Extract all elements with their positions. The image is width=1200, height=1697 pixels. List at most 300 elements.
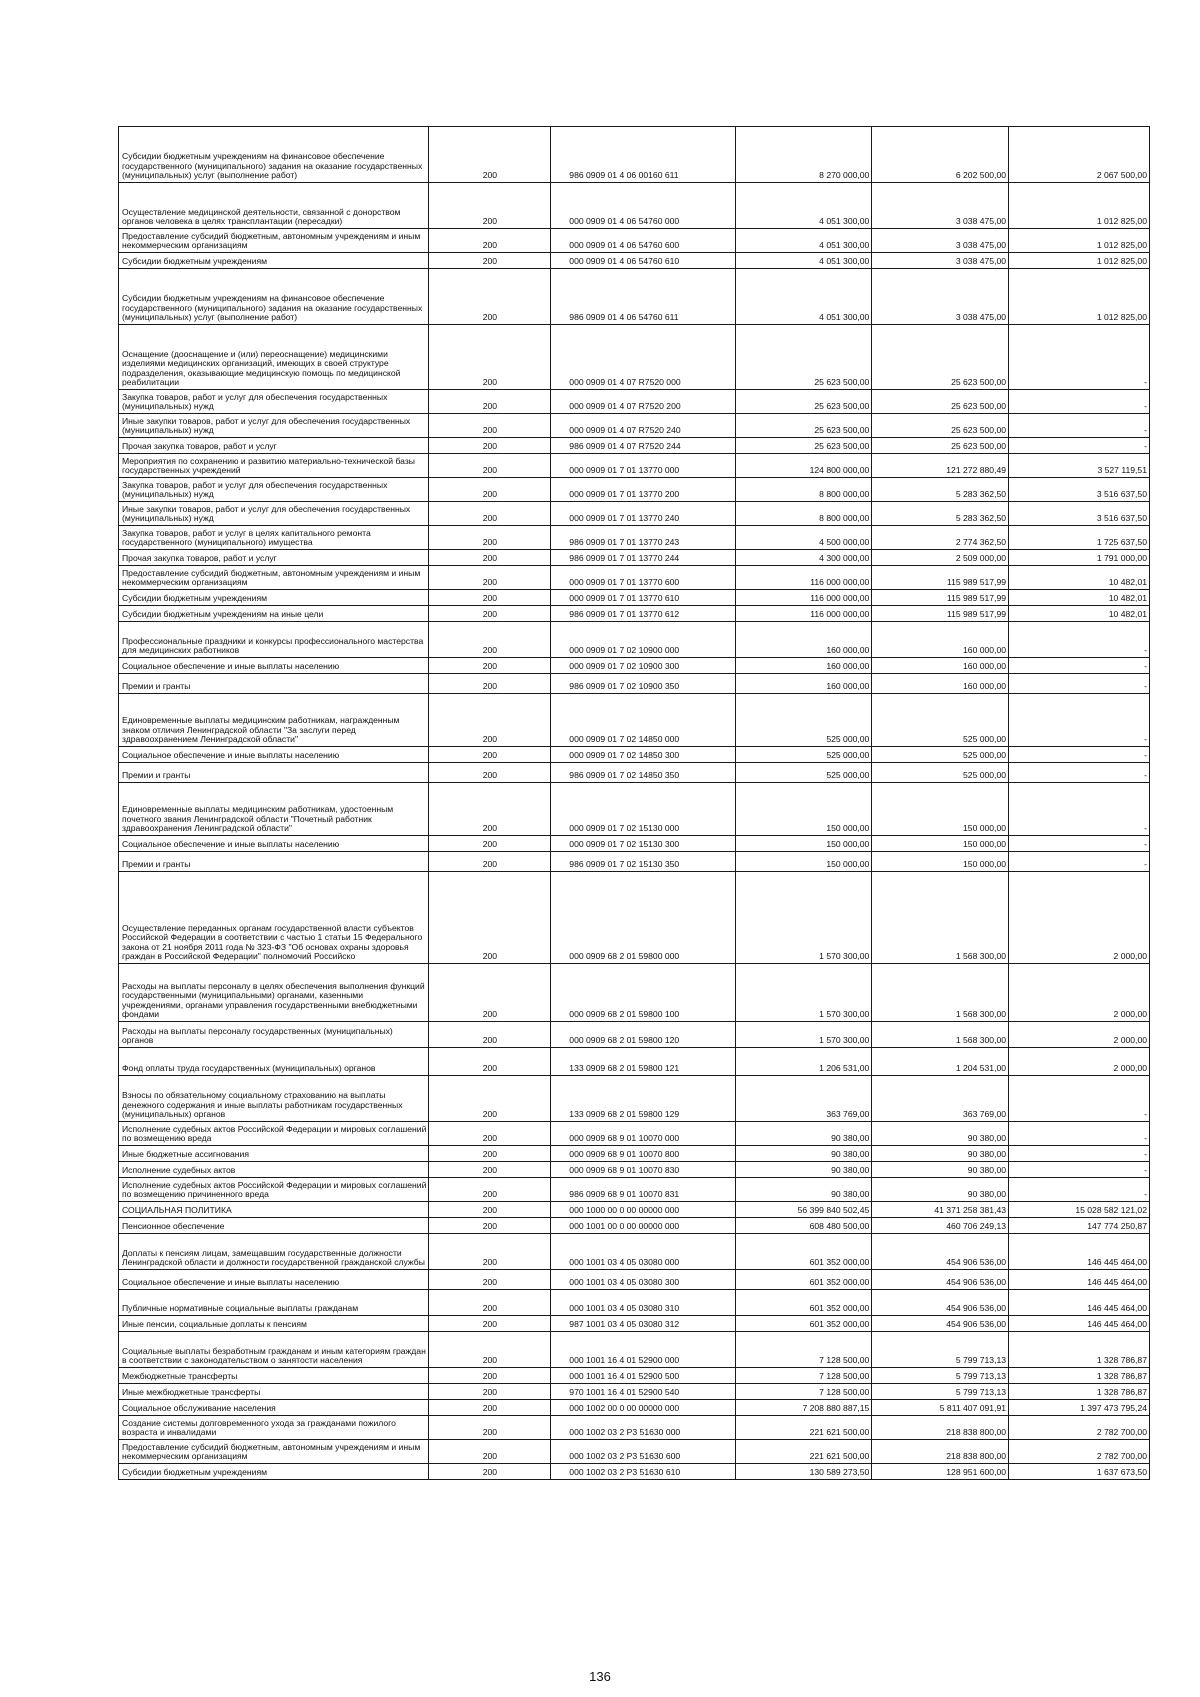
row-executed: 121 272 880,49 — [872, 454, 1009, 478]
row-classification-code: 000 0909 01 7 01 13770 200 — [551, 478, 735, 502]
row-name: Премии и гранты — [119, 852, 429, 872]
row-unexecuted: - — [1009, 763, 1150, 783]
row-approved: 25 623 500,00 — [735, 390, 872, 414]
row-approved: 4 051 300,00 — [735, 269, 872, 325]
row-executed: 525 000,00 — [872, 747, 1009, 763]
row-name: Закупка товаров, работ и услуг для обеспечения государственных (муниципальных) нужд — [119, 390, 429, 414]
row-name: Фонд оплаты труда государственных (муниципальных) органов — [119, 1048, 429, 1076]
row-executed: 90 380,00 — [872, 1146, 1009, 1162]
row-unexecuted: - — [1009, 1076, 1150, 1122]
row-executed: 150 000,00 — [872, 783, 1009, 836]
row-line-code: 200 — [429, 852, 551, 872]
table-row — [119, 478, 1150, 502]
row-classification-code: 986 0909 01 4 06 54760 611 — [551, 269, 735, 325]
row-approved: 160 000,00 — [735, 674, 872, 694]
row-approved: 4 300 000,00 — [735, 550, 872, 566]
row-executed: 3 038 475,00 — [872, 269, 1009, 325]
row-name: Социальное обеспечение и иные выплаты населению — [119, 1270, 429, 1290]
row-executed: 3 038 475,00 — [872, 229, 1009, 253]
row-classification-code: 000 1001 00 0 00 00000 000 — [551, 1218, 735, 1234]
row-classification-code: 000 0909 01 4 07 R7520 000 — [551, 325, 735, 390]
row-approved: 525 000,00 — [735, 763, 872, 783]
row-approved: 130 589 273,50 — [735, 1464, 872, 1480]
row-approved: 7 208 880 887,15 — [735, 1400, 872, 1416]
row-unexecuted: 146 445 464,00 — [1009, 1316, 1150, 1332]
row-name: Социальное обеспечение и иные выплаты населению — [119, 836, 429, 852]
row-unexecuted: 15 028 582 121,02 — [1009, 1202, 1150, 1218]
row-executed: 3 038 475,00 — [872, 253, 1009, 269]
row-name: Осуществление медицинской деятельности, связанной с донорством органов человека в целях трансплантации (пересадки) — [119, 183, 429, 229]
row-line-code: 200 — [429, 1316, 551, 1332]
row-name: Пенсионное обеспечение — [119, 1218, 429, 1234]
row-classification-code: 000 0909 68 9 01 10070 000 — [551, 1122, 735, 1146]
table-row — [119, 325, 1150, 390]
row-classification-code: 000 0909 01 7 02 15130 000 — [551, 783, 735, 836]
row-line-code: 200 — [429, 590, 551, 606]
table-row — [119, 783, 1150, 836]
row-approved: 7 128 500,00 — [735, 1384, 872, 1400]
row-unexecuted: 1 791 000,00 — [1009, 550, 1150, 566]
table-row — [119, 1368, 1150, 1384]
row-classification-code: 000 0909 01 7 02 14850 300 — [551, 747, 735, 763]
row-classification-code: 000 0909 01 4 06 54760 000 — [551, 183, 735, 229]
row-approved: 90 380,00 — [735, 1162, 872, 1178]
table-row — [119, 1440, 1150, 1464]
row-executed: 454 906 536,00 — [872, 1270, 1009, 1290]
row-unexecuted: 1 397 473 795,24 — [1009, 1400, 1150, 1416]
table-row — [119, 183, 1150, 229]
row-approved: 160 000,00 — [735, 658, 872, 674]
row-line-code: 200 — [429, 747, 551, 763]
table-row — [119, 253, 1150, 269]
row-line-code: 200 — [429, 1368, 551, 1384]
row-classification-code: 000 0909 68 9 01 10070 800 — [551, 1146, 735, 1162]
row-approved: 116 000 000,00 — [735, 566, 872, 590]
row-name: Оснащение (дооснащение и (или) переоснащение) медицинскими изделиями медицинских организаций, имеющих в своей структуре подразделения, оказывающие медицинскую помощь по медицинской реабилитации — [119, 325, 429, 390]
row-executed: 2 509 000,00 — [872, 550, 1009, 566]
row-unexecuted: - — [1009, 1146, 1150, 1162]
table-row — [119, 526, 1150, 550]
row-line-code: 200 — [429, 1076, 551, 1122]
table-row — [119, 566, 1150, 590]
row-line-code: 200 — [429, 1202, 551, 1218]
table-row — [119, 1290, 1150, 1316]
row-executed: 1 568 300,00 — [872, 964, 1009, 1022]
row-executed: 25 623 500,00 — [872, 414, 1009, 438]
row-name: Социальное обслуживание населения — [119, 1400, 429, 1416]
table-row — [119, 836, 1150, 852]
row-unexecuted: 1 012 825,00 — [1009, 183, 1150, 229]
row-approved: 363 769,00 — [735, 1076, 872, 1122]
row-name: Мероприятия по сохранению и развитию материально-технической базы государственных учреждений — [119, 454, 429, 478]
row-line-code: 200 — [429, 253, 551, 269]
row-executed: 25 623 500,00 — [872, 438, 1009, 454]
row-name: Межбюджетные трансферты — [119, 1368, 429, 1384]
row-name: Расходы на выплаты персоналу в целях обеспечения выполнения функций государственными (муниципальными) органами, казенными учреждениями, органами управления государственными внебюджетными фондами — [119, 964, 429, 1022]
row-line-code: 200 — [429, 1440, 551, 1464]
row-executed: 150 000,00 — [872, 852, 1009, 872]
row-unexecuted: 2 782 700,00 — [1009, 1440, 1150, 1464]
row-unexecuted: - — [1009, 1162, 1150, 1178]
row-unexecuted: - — [1009, 658, 1150, 674]
row-approved: 90 380,00 — [735, 1146, 872, 1162]
row-line-code: 200 — [429, 127, 551, 183]
row-classification-code: 000 0909 01 7 01 13770 240 — [551, 502, 735, 526]
row-line-code: 200 — [429, 1400, 551, 1416]
table-row — [119, 1076, 1150, 1122]
row-approved: 4 500 000,00 — [735, 526, 872, 550]
row-executed: 90 380,00 — [872, 1178, 1009, 1202]
row-classification-code: 970 1001 16 4 01 52900 540 — [551, 1384, 735, 1400]
table-row — [119, 622, 1150, 658]
table-row — [119, 1234, 1150, 1270]
row-unexecuted: - — [1009, 1122, 1150, 1146]
row-approved: 90 380,00 — [735, 1178, 872, 1202]
row-classification-code: 000 0909 68 2 01 59800 000 — [551, 872, 735, 964]
row-name: Иные пенсии, социальные доплаты к пенсиям — [119, 1316, 429, 1332]
row-approved: 601 352 000,00 — [735, 1270, 872, 1290]
row-line-code: 200 — [429, 526, 551, 550]
row-unexecuted: 2 000,00 — [1009, 872, 1150, 964]
row-name: Премии и гранты — [119, 763, 429, 783]
row-classification-code: 000 1001 16 4 01 52900 000 — [551, 1332, 735, 1368]
table-row — [119, 502, 1150, 526]
row-unexecuted: 1 012 825,00 — [1009, 253, 1150, 269]
row-name: Социальные выплаты безработным гражданам и иным категориям граждан в соответствии с законодательством о занятости населения — [119, 1332, 429, 1368]
row-unexecuted: 2 000,00 — [1009, 964, 1150, 1022]
row-unexecuted: - — [1009, 390, 1150, 414]
row-line-code: 200 — [429, 454, 551, 478]
row-executed: 5 799 713,13 — [872, 1368, 1009, 1384]
row-classification-code: 000 1001 03 4 05 03080 310 — [551, 1290, 735, 1316]
row-name: Исполнение судебных актов Российской Федерации и мировых соглашений по возмещению причиненного вреда — [119, 1178, 429, 1202]
row-classification-code: 986 0909 68 9 01 10070 831 — [551, 1178, 735, 1202]
row-executed: 5 283 362,50 — [872, 478, 1009, 502]
table-row — [119, 269, 1150, 325]
row-classification-code: 986 0909 01 7 01 13770 612 — [551, 606, 735, 622]
row-approved: 7 128 500,00 — [735, 1332, 872, 1368]
row-name: Премии и гранты — [119, 674, 429, 694]
row-name: Исполнение судебных актов — [119, 1162, 429, 1178]
row-classification-code: 000 0909 01 7 01 13770 610 — [551, 590, 735, 606]
row-line-code: 200 — [429, 229, 551, 253]
row-classification-code: 000 0909 01 7 02 10900 000 — [551, 622, 735, 658]
row-classification-code: 000 1002 03 2 P3 51630 610 — [551, 1464, 735, 1480]
row-line-code: 200 — [429, 1416, 551, 1440]
row-executed: 25 623 500,00 — [872, 325, 1009, 390]
row-name: Исполнение судебных актов Российской Федерации и мировых соглашений по возмещению вреда — [119, 1122, 429, 1146]
row-line-code: 200 — [429, 783, 551, 836]
row-classification-code: 000 0909 01 7 02 14850 000 — [551, 694, 735, 747]
row-line-code: 200 — [429, 1384, 551, 1400]
row-line-code: 200 — [429, 1122, 551, 1146]
row-executed: 1 568 300,00 — [872, 1022, 1009, 1048]
row-executed: 525 000,00 — [872, 694, 1009, 747]
row-name: Закупка товаров, работ и услуг для обеспечения государственных (муниципальных) нужд — [119, 478, 429, 502]
table-row — [119, 438, 1150, 454]
row-approved: 4 051 300,00 — [735, 229, 872, 253]
row-executed: 2 774 362,50 — [872, 526, 1009, 550]
row-executed: 160 000,00 — [872, 658, 1009, 674]
row-approved: 525 000,00 — [735, 694, 872, 747]
row-line-code: 200 — [429, 566, 551, 590]
row-name: Социальное обеспечение и иные выплаты населению — [119, 658, 429, 674]
row-executed: 460 706 249,13 — [872, 1218, 1009, 1234]
row-unexecuted: 10 482,01 — [1009, 606, 1150, 622]
row-approved: 116 000 000,00 — [735, 590, 872, 606]
table-row — [119, 390, 1150, 414]
row-classification-code: 000 1000 00 0 00 00000 000 — [551, 1202, 735, 1218]
row-approved: 7 128 500,00 — [735, 1368, 872, 1384]
table-row — [119, 852, 1150, 872]
row-approved: 1 570 300,00 — [735, 964, 872, 1022]
row-line-code: 200 — [429, 502, 551, 526]
row-name: Субсидии бюджетным учреждениям на финансовое обеспечение государственного (муниципального) задания на оказание государственных (муниципальных) услуг (выполнение работ) — [119, 127, 429, 183]
row-line-code: 200 — [429, 836, 551, 852]
row-approved: 8 270 000,00 — [735, 127, 872, 183]
row-unexecuted: 2 000,00 — [1009, 1048, 1150, 1076]
row-approved: 25 623 500,00 — [735, 438, 872, 454]
row-classification-code: 000 0909 01 4 06 54760 600 — [551, 229, 735, 253]
row-name: Прочая закупка товаров, работ и услуг — [119, 438, 429, 454]
row-line-code: 200 — [429, 763, 551, 783]
row-name: Иные закупки товаров, работ и услуг для обеспечения государственных (муниципальных) нужд — [119, 414, 429, 438]
row-unexecuted: 146 445 464,00 — [1009, 1270, 1150, 1290]
row-unexecuted: 3 516 637,50 — [1009, 478, 1150, 502]
row-name: СОЦИАЛЬНАЯ ПОЛИТИКА — [119, 1202, 429, 1218]
row-unexecuted: - — [1009, 674, 1150, 694]
row-executed: 1 204 531,00 — [872, 1048, 1009, 1076]
row-classification-code: 000 0909 01 7 02 15130 300 — [551, 836, 735, 852]
table-row — [119, 127, 1150, 183]
row-approved: 90 380,00 — [735, 1122, 872, 1146]
row-approved: 601 352 000,00 — [735, 1316, 872, 1332]
row-name: Расходы на выплаты персоналу государственных (муниципальных) органов — [119, 1022, 429, 1048]
row-classification-code: 986 0909 01 4 06 00160 611 — [551, 127, 735, 183]
row-name: Субсидии бюджетным учреждениям на финансовое обеспечение государственного (муниципального) задания на оказание государственных (муниципальных) услуг (выполнение работ) — [119, 269, 429, 325]
row-unexecuted: 1 637 673,50 — [1009, 1464, 1150, 1480]
row-executed: 218 838 800,00 — [872, 1416, 1009, 1440]
row-classification-code: 986 0909 01 7 02 10900 350 — [551, 674, 735, 694]
row-name: Субсидии бюджетным учреждениям — [119, 253, 429, 269]
row-line-code: 200 — [429, 183, 551, 229]
row-classification-code: 000 1001 16 4 01 52900 500 — [551, 1368, 735, 1384]
row-classification-code: 000 1001 03 4 05 03080 000 — [551, 1234, 735, 1270]
row-unexecuted: 2 000,00 — [1009, 1022, 1150, 1048]
row-approved: 25 623 500,00 — [735, 325, 872, 390]
row-line-code: 200 — [429, 1048, 551, 1076]
table-row — [119, 1122, 1150, 1146]
row-unexecuted: 1 328 786,87 — [1009, 1332, 1150, 1368]
row-approved: 116 000 000,00 — [735, 606, 872, 622]
row-unexecuted: - — [1009, 747, 1150, 763]
row-name: Субсидии бюджетным учреждениям на иные цели — [119, 606, 429, 622]
row-executed: 150 000,00 — [872, 836, 1009, 852]
row-unexecuted: 10 482,01 — [1009, 566, 1150, 590]
row-unexecuted: 3 527 119,51 — [1009, 454, 1150, 478]
row-classification-code: 986 0909 01 7 02 15130 350 — [551, 852, 735, 872]
row-line-code: 200 — [429, 694, 551, 747]
row-unexecuted: - — [1009, 836, 1150, 852]
row-approved: 160 000,00 — [735, 622, 872, 658]
budget-execution-table — [118, 126, 1150, 1480]
row-classification-code: 986 0909 01 7 01 13770 244 — [551, 550, 735, 566]
row-name: Закупка товаров, работ и услуг в целях капитального ремонта государственного (муниципального) имущества — [119, 526, 429, 550]
table-row — [119, 674, 1150, 694]
row-name: Предоставление субсидий бюджетным, автономным учреждениям и иным некоммерческим организациям — [119, 1440, 429, 1464]
row-unexecuted: 2 782 700,00 — [1009, 1416, 1150, 1440]
row-classification-code: 000 0909 01 7 01 13770 000 — [551, 454, 735, 478]
row-line-code: 200 — [429, 1146, 551, 1162]
row-approved: 525 000,00 — [735, 747, 872, 763]
row-name: Создание системы долговременного ухода за гражданами пожилого возраста и инвалидами — [119, 1416, 429, 1440]
row-executed: 454 906 536,00 — [872, 1316, 1009, 1332]
row-approved: 150 000,00 — [735, 852, 872, 872]
table-row — [119, 747, 1150, 763]
table-row — [119, 414, 1150, 438]
row-classification-code: 000 1002 03 2 P3 51630 000 — [551, 1416, 735, 1440]
table-row — [119, 1332, 1150, 1368]
row-approved: 601 352 000,00 — [735, 1290, 872, 1316]
row-line-code: 200 — [429, 414, 551, 438]
row-classification-code: 000 0909 68 9 01 10070 830 — [551, 1162, 735, 1178]
row-approved: 150 000,00 — [735, 836, 872, 852]
table-row — [119, 1146, 1150, 1162]
table-row — [119, 1022, 1150, 1048]
row-name: Предоставление субсидий бюджетным, автономным учреждениям и иным некоммерческим организациям — [119, 229, 429, 253]
row-classification-code: 133 0909 68 2 01 59800 121 — [551, 1048, 735, 1076]
row-approved: 4 051 300,00 — [735, 183, 872, 229]
table-row — [119, 1202, 1150, 1218]
row-classification-code: 000 0909 01 7 01 13770 600 — [551, 566, 735, 590]
table-row — [119, 1048, 1150, 1076]
row-name: Социальное обеспечение и иные выплаты населению — [119, 747, 429, 763]
row-unexecuted: - — [1009, 325, 1150, 390]
row-unexecuted: - — [1009, 414, 1150, 438]
row-classification-code: 000 0909 01 7 02 10900 300 — [551, 658, 735, 674]
row-line-code: 200 — [429, 1218, 551, 1234]
row-name: Публичные нормативные социальные выплаты гражданам — [119, 1290, 429, 1316]
row-unexecuted: 147 774 250,87 — [1009, 1218, 1150, 1234]
row-line-code: 200 — [429, 438, 551, 454]
table-row — [119, 872, 1150, 964]
row-executed: 363 769,00 — [872, 1076, 1009, 1122]
row-classification-code: 986 0909 01 4 07 R7520 244 — [551, 438, 735, 454]
row-classification-code: 000 0909 01 4 06 54760 610 — [551, 253, 735, 269]
row-approved: 4 051 300,00 — [735, 253, 872, 269]
row-executed: 90 380,00 — [872, 1122, 1009, 1146]
row-classification-code: 986 0909 01 7 01 13770 243 — [551, 526, 735, 550]
row-approved: 8 800 000,00 — [735, 478, 872, 502]
row-name: Доплаты к пенсиям лицам, замещавшим государственные должности Ленинградской области и должности государственной гражданской службы — [119, 1234, 429, 1270]
table-row — [119, 1162, 1150, 1178]
row-line-code: 200 — [429, 1270, 551, 1290]
row-name: Предоставление субсидий бюджетным, автономным учреждениям и иным некоммерческим организациям — [119, 566, 429, 590]
row-executed: 525 000,00 — [872, 763, 1009, 783]
row-line-code: 200 — [429, 1332, 551, 1368]
row-executed: 90 380,00 — [872, 1162, 1009, 1178]
table-row — [119, 606, 1150, 622]
row-line-code: 200 — [429, 872, 551, 964]
row-line-code: 200 — [429, 674, 551, 694]
table-row — [119, 1270, 1150, 1290]
row-unexecuted: - — [1009, 852, 1150, 872]
row-name: Единовременные выплаты медицинским работникам, удостоенным почетного звания Ленинградской области "Почетный работник здравоохранения Ленинградской области" — [119, 783, 429, 836]
row-name: Осуществление переданных органам государственной власти субъектов Российской Федерации в соответствии с частью 1 статьи 15 Федерального закона от 21 ноября 2011 года № 323-ФЗ "Об основах охраны здоровья граждан в Российской Федерации" полномочий Российско — [119, 872, 429, 964]
row-name: Иные закупки товаров, работ и услуг для обеспечения государственных (муниципальных) нужд — [119, 502, 429, 526]
row-approved: 56 399 840 502,45 — [735, 1202, 872, 1218]
row-approved: 1 570 300,00 — [735, 1022, 872, 1048]
row-line-code: 200 — [429, 1464, 551, 1480]
row-line-code: 200 — [429, 269, 551, 325]
row-approved: 150 000,00 — [735, 783, 872, 836]
row-unexecuted: - — [1009, 1178, 1150, 1202]
row-executed: 454 906 536,00 — [872, 1234, 1009, 1270]
row-classification-code: 000 1001 03 4 05 03080 300 — [551, 1270, 735, 1290]
row-classification-code: 000 0909 68 2 01 59800 120 — [551, 1022, 735, 1048]
row-unexecuted: 1 725 637,50 — [1009, 526, 1150, 550]
row-classification-code: 000 0909 01 4 07 R7520 240 — [551, 414, 735, 438]
row-line-code: 200 — [429, 1162, 551, 1178]
row-executed: 3 038 475,00 — [872, 183, 1009, 229]
row-unexecuted: 10 482,01 — [1009, 590, 1150, 606]
row-approved: 1 206 531,00 — [735, 1048, 872, 1076]
table-row — [119, 1400, 1150, 1416]
table-row — [119, 454, 1150, 478]
table-row — [119, 1316, 1150, 1332]
row-executed: 128 951 600,00 — [872, 1464, 1009, 1480]
row-executed: 454 906 536,00 — [872, 1290, 1009, 1316]
table-row — [119, 964, 1150, 1022]
table-row — [119, 229, 1150, 253]
row-unexecuted: 146 445 464,00 — [1009, 1234, 1150, 1270]
row-executed: 218 838 800,00 — [872, 1440, 1009, 1464]
row-unexecuted: 3 516 637,50 — [1009, 502, 1150, 526]
table-row — [119, 1178, 1150, 1202]
page-number: 136 — [589, 1669, 611, 1684]
row-approved: 25 623 500,00 — [735, 414, 872, 438]
row-line-code: 200 — [429, 550, 551, 566]
row-executed: 25 623 500,00 — [872, 390, 1009, 414]
table-row — [119, 1464, 1150, 1480]
row-name: Профессиональные праздники и конкурсы профессионального мастерства для медицинских работников — [119, 622, 429, 658]
row-executed: 115 989 517,99 — [872, 590, 1009, 606]
row-name: Прочая закупка товаров, работ и услуг — [119, 550, 429, 566]
row-name: Единовременные выплаты медицинским работникам, награжденным знаком отличия Ленинградской области "За заслуги перед здравоохранением Ленинградской области" — [119, 694, 429, 747]
row-line-code: 200 — [429, 478, 551, 502]
row-line-code: 200 — [429, 1290, 551, 1316]
table-row — [119, 763, 1150, 783]
row-executed: 115 989 517,99 — [872, 606, 1009, 622]
row-approved: 8 800 000,00 — [735, 502, 872, 526]
row-name: Субсидии бюджетным учреждениям — [119, 1464, 429, 1480]
row-line-code: 200 — [429, 606, 551, 622]
row-classification-code: 986 0909 01 7 02 14850 350 — [551, 763, 735, 783]
row-approved: 601 352 000,00 — [735, 1234, 872, 1270]
table-row — [119, 694, 1150, 747]
row-unexecuted: - — [1009, 622, 1150, 658]
row-unexecuted: - — [1009, 694, 1150, 747]
row-executed: 5 811 407 091,91 — [872, 1400, 1009, 1416]
row-approved: 221 621 500,00 — [735, 1416, 872, 1440]
row-approved: 124 800 000,00 — [735, 454, 872, 478]
row-executed: 160 000,00 — [872, 674, 1009, 694]
row-unexecuted: 1 012 825,00 — [1009, 229, 1150, 253]
row-classification-code: 000 1002 00 0 00 00000 000 — [551, 1400, 735, 1416]
row-executed: 160 000,00 — [872, 622, 1009, 658]
table-row — [119, 658, 1150, 674]
row-line-code: 200 — [429, 622, 551, 658]
